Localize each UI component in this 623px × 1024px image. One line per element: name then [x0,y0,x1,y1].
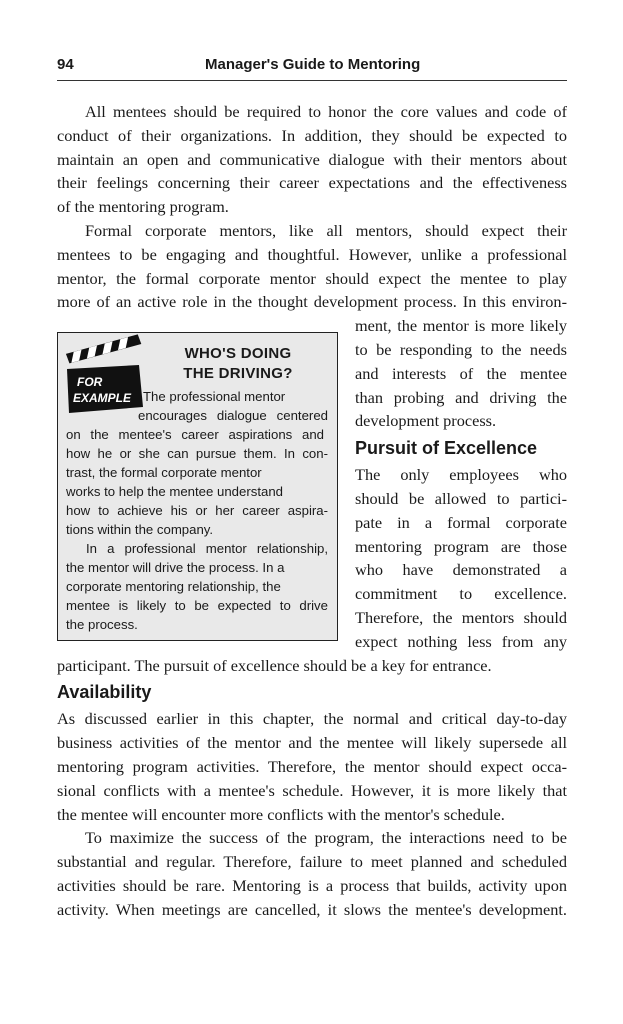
para2-line: mentees to be engaging and thoughtful. However, unlike a professional [57,244,567,264]
section-heading-availability: Availability [57,682,152,703]
page-header [57,52,567,81]
sidebar-line: on the mentee's career aspirations and [66,427,324,442]
availability-line: the mentee will encounter more conflicts with the mentor's schedule. [57,804,505,824]
pursuit-line: commitment to excellence. [355,584,567,604]
availability-line: To maximize the success of the program, the interactions need to be [85,828,567,848]
sidebar-line: how to achieve his or her career aspira- [66,503,328,518]
sidebar-line: the process. [66,617,138,632]
sidebar-line: In a professional mentor relationship, [86,541,328,556]
badge-for: FOR [77,375,103,389]
pursuit-line: mentoring program are those [355,536,567,556]
availability-line: activities should be rare. Mentoring is a process that builds, activity upon [57,875,567,895]
para2-line: more of an active role in the thought development process. In this environ- [57,292,567,312]
availability-line: sional conflicts with a mentee's schedule. However, it is more likely that [57,780,567,800]
para2-line: to be responding to the needs [355,339,567,359]
pursuit-line: who have demonstrated a [355,560,567,580]
pursuit-line: should be allowed to partici- [355,488,567,508]
sidebar-line: the mentor will drive the process. In a [66,560,285,575]
sidebar-title-line1: WHO'S DOING [184,345,292,362]
availability-line: As discussed earlier in this chapter, the normal and critical day-to-day [57,709,567,729]
para1-line: All mentees should be required to honor the core values and code of [85,102,567,121]
availability-line: mentoring program activities. Therefore, the mentor should expect occa- [57,756,567,776]
para1-line: of the mentoring program. [57,197,229,217]
section-heading-pursuit: Pursuit of Excellence [355,438,538,459]
para1-line: their feelings concerning their career expectations and the effectiveness [57,173,567,193]
sidebar-line: works to help the mentee understand [66,484,283,499]
sidebar-line: encourages dialogue centered [138,408,328,423]
badge-example: EXAMPLE [73,391,132,405]
for-example-sidebar [57,332,338,641]
sidebar-line: mentee is likely to be expected to drive [66,598,328,613]
para2-line: Formal corporate mentors, like all mentors, should expect their [85,220,567,240]
para2-line: mentor, the formal corporate mentor should expect the mentee to play [57,268,567,288]
sidebar-title-line2: THE DRIVING? [183,365,293,382]
para1-line: maintain an open and communicative dialogue with their mentors about [57,149,567,169]
para2-line: development process. [355,411,497,431]
pursuit-line: The only employees who [355,465,567,485]
clapperboard-icon [63,333,145,413]
page-number: 94 [57,56,74,73]
sidebar-line: how he or she can pursue them. In con- [66,446,328,461]
availability-line: activity. When meetings are cancelled, it slows the mentee's development. [57,899,567,919]
para1-line: conduct of their organizations. In addition, they should be expected to [57,125,567,145]
para2-line: and interests of the mentee [355,363,567,383]
pursuit-line: participant. The pursuit of excellence should be a key for entrance. [57,655,492,675]
sidebar-line: trast, the formal corporate mentor [66,465,262,480]
pursuit-line: pate in a formal corporate [355,512,567,532]
pursuit-line: expect nothing less from any [355,631,567,651]
running-title: Manager's Guide to Mentoring [205,56,421,73]
sidebar-line: The professional mentor [143,389,286,404]
para2-line: than probing and driving the [355,387,567,407]
pursuit-line: Therefore, the mentors should [355,607,567,627]
sidebar-line: tions within the company. [66,522,214,537]
para2-line: ment, the mentor is more likely [355,316,567,336]
availability-line: business activities of the mentor and the mentee will likely supersede all [57,733,567,753]
availability-line: substantial and regular. Therefore, failure to meet planned and scheduled [57,852,567,872]
sidebar-line: corporate mentoring relationship, the [66,579,281,594]
